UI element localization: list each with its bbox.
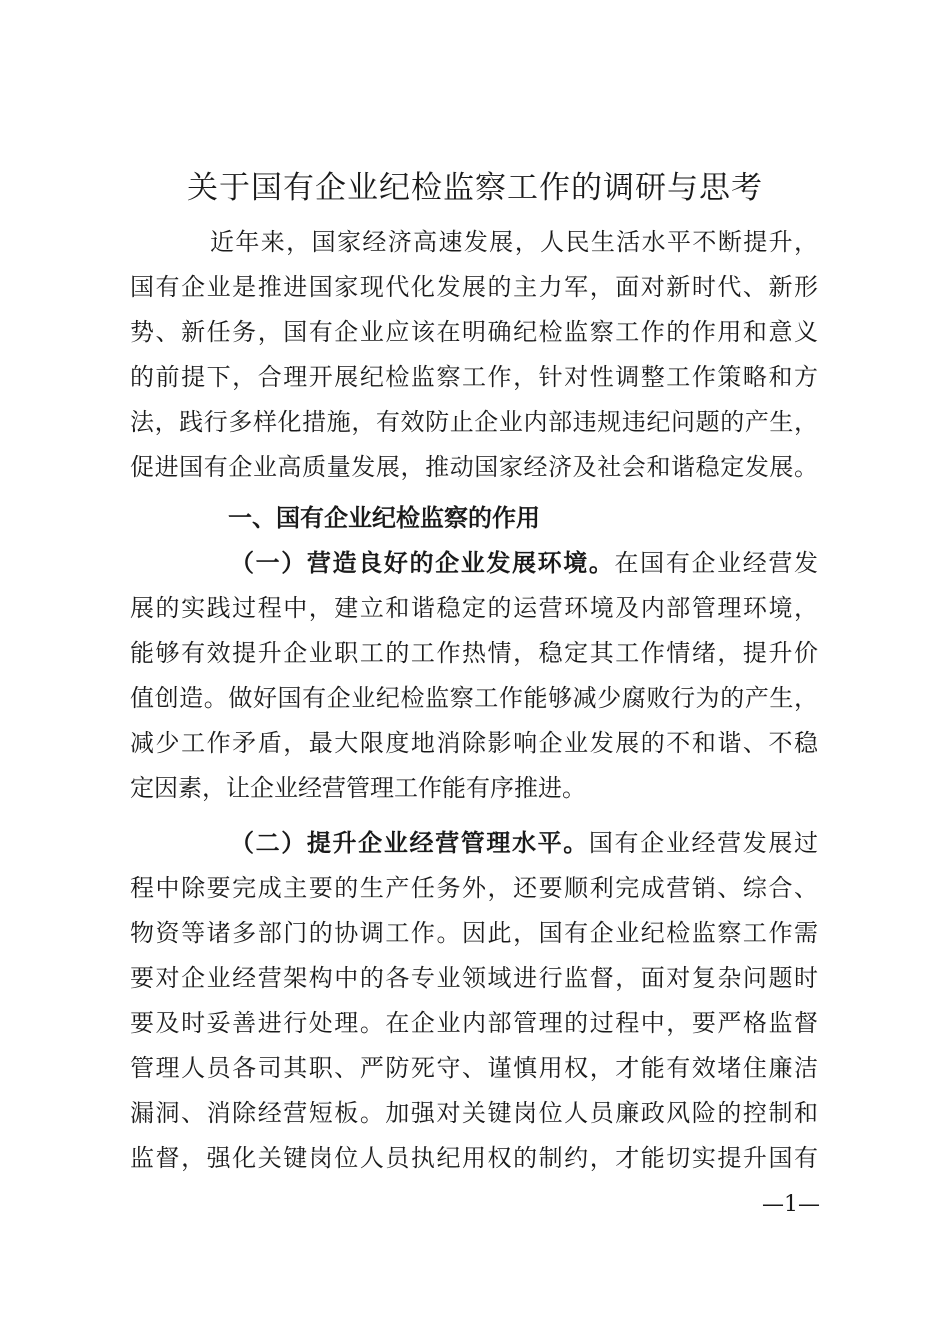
sub2-line: 物资等诸多部门的协调工作。因此，国有企业纪检监察工作需 <box>130 919 818 947</box>
sub1-line: 能够有效提升企业职工的工作热情，稳定其工作情绪，提升价 <box>130 639 818 667</box>
sub2-line: 监督，强化关键岗位人员执纪用权的制约，才能切实提升国有 <box>130 1144 818 1172</box>
intro-line: 促进国有企业高质量发展，推动国家经济及社会和谐稳定发展。 <box>130 453 818 481</box>
section-heading: 一、国有企业纪检监察的作用 <box>228 504 540 532</box>
sub1-line: 减少工作矛盾，最大限度地消除影响企业发展的不和谐、不稳 <box>130 729 818 757</box>
sub2-line: 程中除要完成主要的生产任务外，还要顺利完成营销、综合、 <box>130 874 818 902</box>
sub2-line: 漏洞、消除经营短板。加强对关键岗位人员廉政风险的控制和 <box>130 1099 818 1127</box>
sub1-first-line-text: 在国有企业经营发 <box>614 549 819 577</box>
intro-line: 法，践行多样化措施，有效防止企业内部违规违纪问题的产生， <box>130 408 818 436</box>
document-title: 关于国有企业纪检监察工作的调研与思考 <box>187 170 763 206</box>
sub2-first-line <box>230 823 818 863</box>
sub2-line: 要对企业经营架构中的各专业领域进行监督，面对复杂问题时 <box>130 964 818 992</box>
intro-line: 的前提下，合理开展纪检监察工作，针对性调整工作策略和方 <box>130 363 818 391</box>
intro-line: 势、新任务，国有企业应该在明确纪检监察工作的作用和意义 <box>130 318 818 346</box>
sub2-first-line-text: 国有企业经营发展过 <box>588 829 819 857</box>
sub2-heading: （二）提升企业经营管理水平。 <box>230 828 589 857</box>
sub1-heading: （一）营造良好的企业发展环境。 <box>230 548 615 577</box>
intro-line: 近年来，国家经济高速发展，人民生活水平不断提升， <box>210 228 818 256</box>
sub1-line: 定因素，让企业经营管理工作能有序推进。 <box>130 774 586 802</box>
page-number: —1— <box>762 1192 820 1217</box>
sub1-line: 值创造。做好国有企业纪检监察工作能够减少腐败行为的产生， <box>130 684 818 712</box>
sub1-line: 展的实践过程中，建立和谐稳定的运营环境及内部管理环境， <box>130 594 818 622</box>
sub1-first-line <box>230 543 818 583</box>
intro-line: 国有企业是推进国家现代化发展的主力军，面对新时代、新形 <box>130 273 818 301</box>
sub2-line: 要及时妥善进行处理。在企业内部管理的过程中，要严格监督 <box>130 1009 818 1037</box>
sub2-line: 管理人员各司其职、严防死守、谨慎用权，才能有效堵住廉洁 <box>130 1054 818 1082</box>
